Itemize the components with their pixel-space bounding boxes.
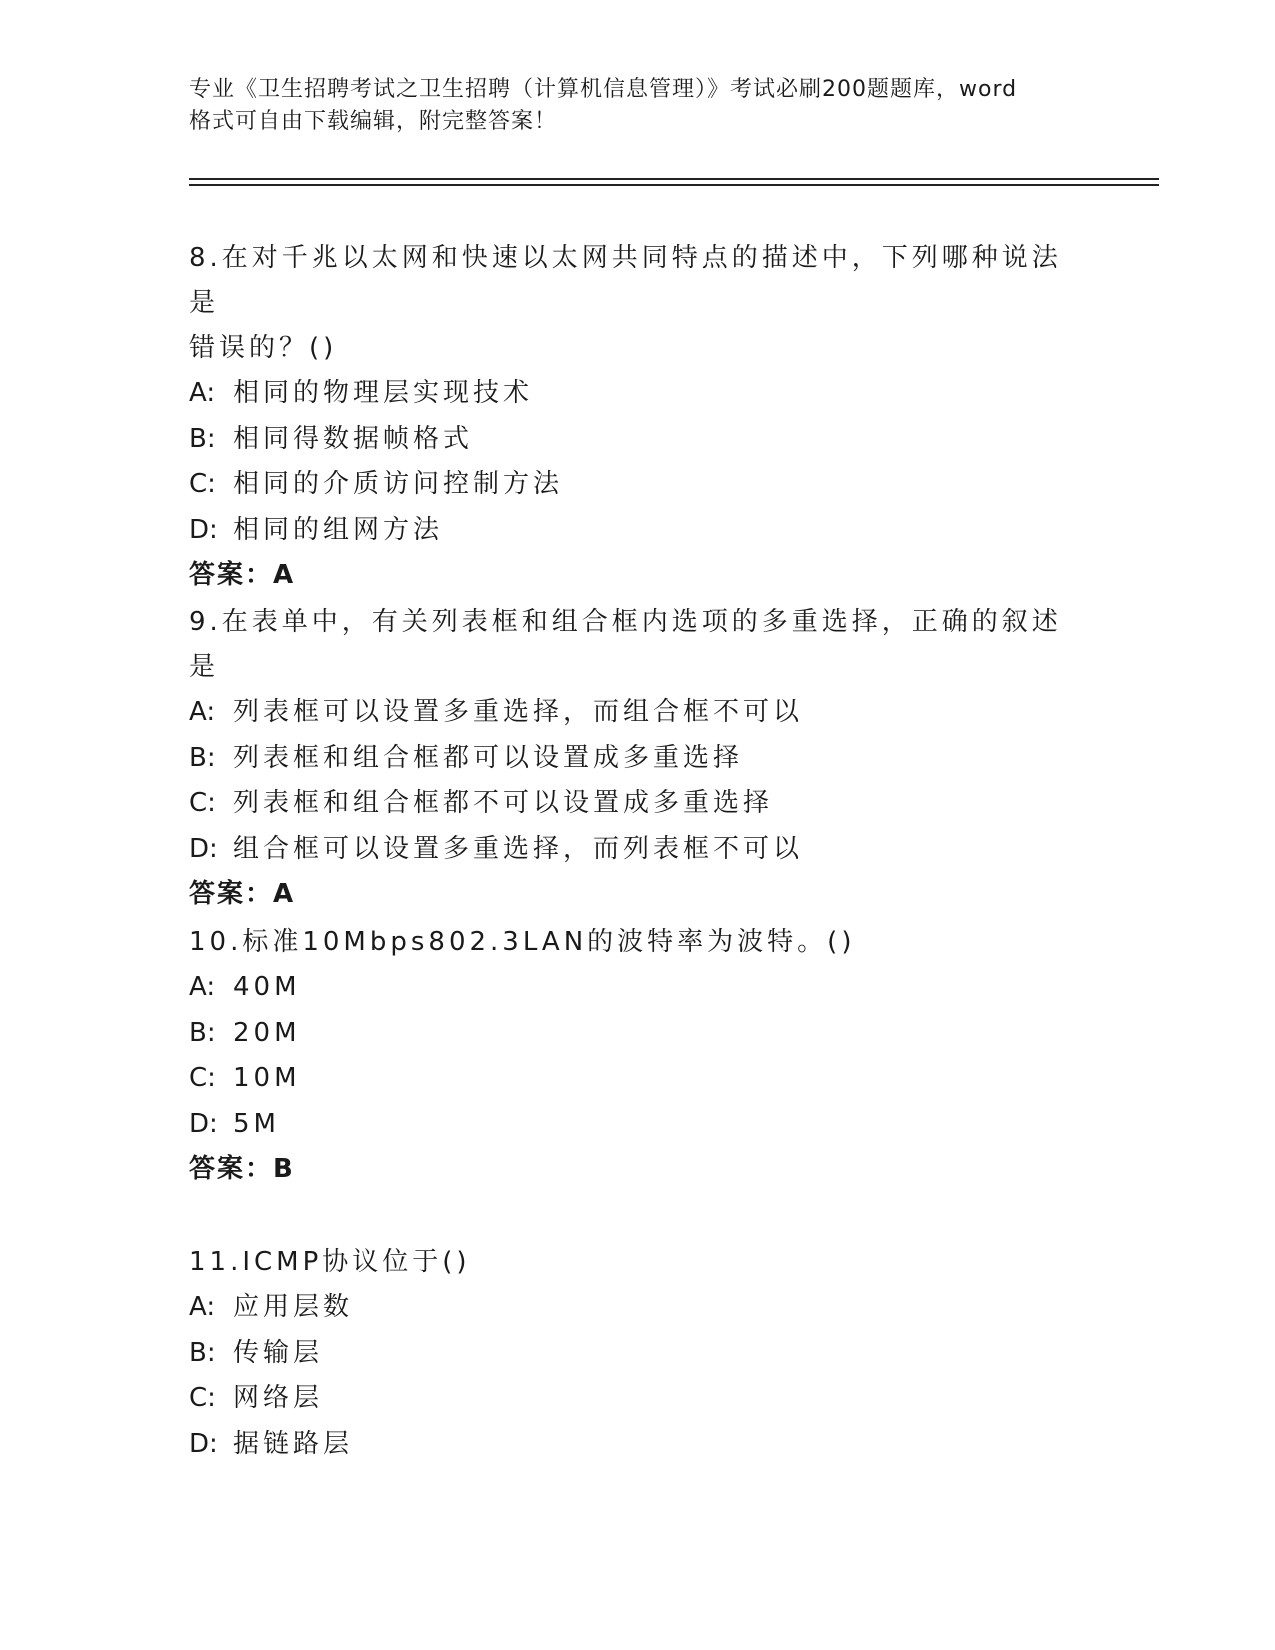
question-stem: 9.在表单中，有关列表框和组合框内选项的多重选择，正确的叙述是 (189, 607, 1062, 682)
option-a (189, 371, 1089, 417)
option-b (189, 736, 1089, 782)
option-c (189, 1376, 1089, 1422)
question-stem: 8.在对千兆以太网和快速以太网共同特点的描述中，下列哪种说法是 (189, 243, 1062, 318)
option-c (189, 462, 1089, 508)
question-10 (189, 920, 1089, 1193)
option-a (189, 1285, 1089, 1331)
option-key: B: (189, 1017, 216, 1048)
question-stem: 10.标准10Mbps802.3LAN的波特率为波特。() (189, 927, 856, 957)
option-key: D: (189, 514, 218, 545)
option-key: D: (189, 833, 218, 864)
option-key: C: (189, 469, 216, 499)
option-key: A: (189, 697, 216, 727)
option-b (189, 417, 1089, 463)
option-text: 列表框和组合框都可以设置成多重选择 (233, 742, 744, 773)
option-d (189, 1422, 1089, 1468)
question-stem: 11.ICMP协议位于() (189, 1247, 471, 1277)
option-text: 5M (233, 1108, 280, 1139)
option-d (189, 1102, 1089, 1148)
option-key: C: (189, 1063, 216, 1093)
option-a (189, 965, 1089, 1011)
option-d (189, 827, 1089, 873)
option-b (189, 1331, 1089, 1377)
header-divider-top (189, 178, 1159, 180)
option-key: C: (189, 1383, 216, 1413)
option-c (189, 1056, 1089, 1102)
option-text: 网络层 (233, 1383, 324, 1413)
option-key: C: (189, 788, 216, 818)
option-text: 相同的组网方法 (233, 514, 444, 545)
option-text: 相同的物理层实现技术 (233, 378, 534, 408)
option-key: B: (189, 742, 216, 773)
header-divider-bottom (189, 184, 1159, 186)
option-text: 相同的介质访问控制方法 (233, 469, 564, 499)
header-line-2: 格式可自由下载编辑，附完整答案！ (189, 109, 558, 134)
option-text: 据链路层 (233, 1428, 354, 1459)
option-key: A: (189, 972, 216, 1002)
option-text: 列表框和组合框都不可以设置成多重选择 (233, 788, 774, 818)
answer-label: 答案：A (189, 879, 296, 909)
option-text: 40M (233, 972, 301, 1002)
answer-label: 答案：B (189, 1154, 295, 1184)
question-11 (189, 1240, 1089, 1467)
answer-label: 答案：A (189, 560, 296, 590)
header-line-1: 专业《卫生招聘考试之卫生招聘（计算机信息管理）》考试必刷200题题库，word (189, 77, 1018, 102)
option-text: 应用层数 (233, 1292, 354, 1322)
option-text: 相同得数据帧格式 (233, 423, 474, 454)
option-b (189, 1011, 1089, 1057)
question-9 (189, 600, 1089, 918)
option-text: 传输层 (233, 1337, 324, 1368)
option-text: 10M (233, 1063, 301, 1093)
option-key: B: (189, 1337, 216, 1368)
document-header (189, 74, 1089, 138)
option-a (189, 690, 1089, 736)
option-key: D: (189, 1428, 218, 1459)
option-text: 组合框可以设置多重选择，而列表框不可以 (233, 833, 804, 864)
option-key: D: (189, 1108, 218, 1139)
option-c (189, 781, 1089, 827)
option-text: 列表框可以设置多重选择，而组合框不可以 (233, 697, 804, 727)
option-key: A: (189, 1292, 216, 1322)
option-d (189, 508, 1089, 554)
option-key: B: (189, 423, 216, 454)
option-key: A: (189, 378, 216, 408)
question-8 (189, 236, 1089, 599)
option-text: 20M (233, 1017, 301, 1048)
question-stem-continued: 错误的？() (189, 333, 338, 363)
